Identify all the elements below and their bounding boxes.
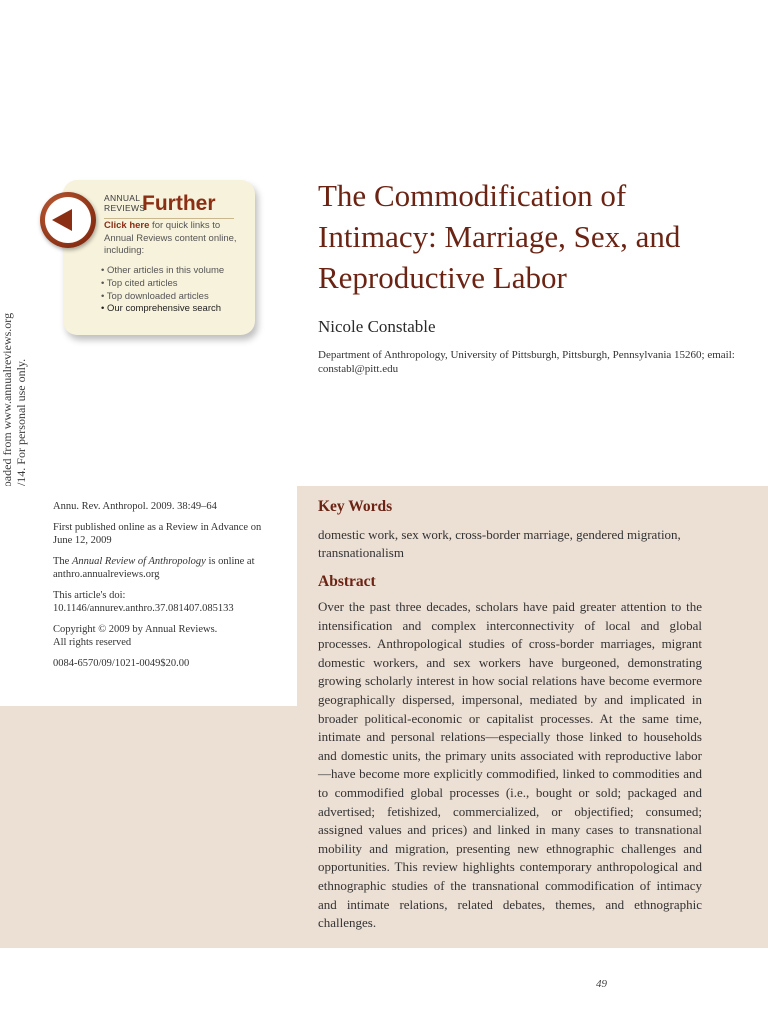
doi-label: This article's doi: bbox=[53, 590, 126, 601]
doi-value[interactable]: 10.1146/annurev.anthro.37.081407.085133 bbox=[53, 603, 234, 614]
keywords-heading: Key Words bbox=[318, 498, 393, 515]
further-link-top-cited[interactable]: • Top cited articles bbox=[101, 277, 178, 289]
doi-block bbox=[53, 589, 278, 615]
abstract-text: Over the past three decades, scholars have paid greater attention to the intensification and complex interconnectivity of local and global processes. Anthropological studies of cross-border marriages, migrant domestic workers, and sex workers have burgeoned, demonstrating growing scholarly interest in how social relations have become evermore geographically dispersed, impersonal, mediated by and implicated in broader political-economic or capitalist processes. At the same time, intimate and personal relations—especially those linked to households and domestic units, the primary units associated with reproductive labor—have become more explicitly commodified, linked to commodities and to commodified global processes (i.e., bought or sold; packaged and advertised; fetishized, commercialized, or objectified; consumed; assigned values and prices) and linked in many cases to transnational mobility and migration, presenting new ethnographic challenges and opportunities. This review highlights contemporary anthropological and ethnographic studies of the transnational commodification of intimacy and intimate relations, related debates, themes, and ethnographic challenges. bbox=[318, 599, 702, 931]
annual-reviews-further-logo bbox=[104, 193, 252, 217]
keywords-text: domestic work, sex work, cross-border marriage, gendered migration, transnationalism bbox=[318, 527, 681, 560]
page-number: 49 bbox=[596, 978, 607, 990]
online-note bbox=[53, 555, 278, 581]
rights-text: All rights reserved bbox=[53, 637, 132, 648]
further-logo-text: Further bbox=[142, 192, 216, 215]
further-intro-text: for quick links to Annual Reviews content online, including: bbox=[104, 220, 237, 256]
copyright-block bbox=[53, 623, 278, 649]
left-arrow-icon bbox=[52, 209, 72, 231]
further-intro bbox=[104, 220, 249, 258]
citation-info bbox=[53, 500, 278, 678]
article-title: The Commodification of Intimacy: Marriage, Sex, and Reproductive Labor bbox=[318, 178, 681, 295]
back-arrow-icon[interactable] bbox=[40, 192, 96, 248]
copyright-text: Copyright © 2009 by Annual Reviews. bbox=[53, 624, 218, 635]
article-author: Nicole Constable bbox=[318, 317, 436, 336]
further-link-search[interactable]: • Our comprehensive search bbox=[101, 303, 222, 315]
online-note-prefix: The bbox=[53, 556, 72, 567]
price-code: 0084-6570/09/1021-0049$20.00 bbox=[53, 658, 190, 669]
further-link-top-downloaded[interactable]: • Top downloaded articles bbox=[101, 290, 209, 302]
first-published-note: First published online as a Review in Advance on June 12, 2009 bbox=[53, 522, 262, 546]
further-links-list bbox=[101, 265, 251, 316]
author-affiliation: Department of Anthropology, University of Pittsburgh, Pittsburgh, Pennsylvania 15260; email: constabl@pitt.edu bbox=[318, 349, 735, 375]
annual-reviews-logo-text: ANNUAL REVIEWS bbox=[104, 193, 146, 213]
journal-reference: Annu. Rev. Anthropol. 2009. 38:49–64 bbox=[53, 501, 217, 512]
click-here-link[interactable]: Click here bbox=[104, 220, 150, 231]
further-divider bbox=[104, 218, 234, 219]
journal-name: Annual Review of Anthropology bbox=[71, 556, 206, 567]
online-note-suffix: is online at anthro.annualreviews.org bbox=[53, 556, 255, 580]
further-link-other-articles[interactable]: • Other articles in this volume bbox=[101, 265, 225, 276]
abstract-heading: Abstract bbox=[318, 573, 376, 590]
